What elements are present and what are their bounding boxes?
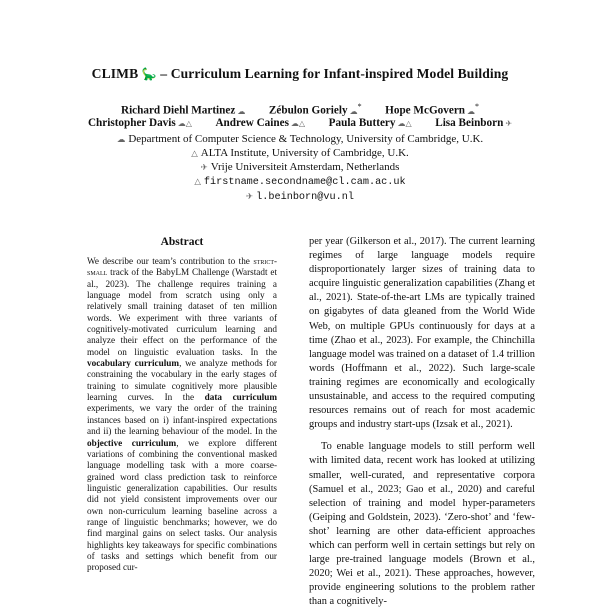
affiliation-1: ☁ Department of Computer Science & Technology, University of Cambridge, U.K.	[116, 133, 484, 145]
vu-mark-icon: ✈	[200, 162, 208, 172]
author-name: Zébulon Goriely	[268, 104, 348, 117]
paragraph: To enable language models to still perform well with limited data, recent work has looked at utilizing smaller, well-curated, and representative corpora (Samuel et al., 2023; Gao et al., 2020) and careful selection of training and model hyper-parameters (Geiping and Goldstein, 2023). ‘Zero-shot’ and ‘few-shot’ learning are other data-efficient approaches which can perform well in certain settings but rely on large pre-trained language models (Brown et al., 2020; Wei et al., 2021). These approaches, however, provide engineering solutions to the problem rather than a cognitively-	[309, 441, 535, 608]
paper-title	[0, 66, 600, 82]
alta-mark-icon: △	[191, 148, 198, 158]
cambridge-mark-icon: ☁	[467, 106, 476, 116]
affiliation-marks-icon: ☁△	[397, 119, 412, 128]
data-curriculum-term: data curriculum	[204, 392, 277, 403]
affiliation-3: ✈ Vrije Universiteit Amsterdam, Netherlands	[200, 161, 400, 173]
paragraph: per year (Gilkerson et al., 2017). The current learning regimes of large language models require disproportionately larger sizes of training data to acquire linguistic generalization capabilities (Zhang et al., 2021). State-of-the-art LMs are typically trained on gigabytes of data gleaned from the World Wide Web, on multiple GPUs continuously for days at a time (Zhao et al., 2023). For example, the Chinchilla language model was trained on a dataset of 1.4 trillion words (Hoffmann et al., 2022). Such large-scale training regimes are economically and ecologically unsustainable, and access to the required computing resources remains out of reach for most academic groups and industry start-ups (Izsak et al., 2021).	[309, 236, 535, 431]
title-name: CLIMB	[91, 66, 139, 81]
author-name: Paula Buttery	[328, 117, 396, 129]
affiliation-marks-icon: ☁△	[290, 119, 306, 128]
author-name: Christopher Davis	[87, 117, 176, 129]
cambridge-mark-icon: ☁	[349, 106, 358, 116]
cambridge-mark-icon: ☁	[237, 106, 246, 116]
vocabulary-curriculum-term: vocabulary curriculum	[87, 358, 180, 369]
objective-curriculum-term: objective curriculum	[87, 437, 177, 448]
alta-mark-icon: △	[194, 176, 201, 186]
affiliation-2: △ ALTA Institute, University of Cambridge, U.K.	[191, 147, 409, 159]
email-2: ✈ l.beinborn@vu.nl	[246, 191, 354, 203]
dinosaur-logo-icon: 🦕	[141, 67, 157, 81]
affiliation-marks-icon: ☁△	[177, 119, 192, 128]
abstract-heading: Abstract	[160, 236, 204, 248]
vu-mark-icon: ✈	[505, 119, 513, 128]
right-column	[309, 235, 535, 609]
abstract-body: We describe our team’s contribution to the strict-small track of the BabyLM Challenge (Warstadt et al., 2023). The challenge requires training a language model from scratch using only a relatively small training dataset of ten million words. We experiment with three variants of cognitively-motivated curriculum learning and analyze their effect on the performance of the model on linguistic evaluation tasks. In the vocabulary curriculum, we analyze methods for constraining the vocabulary in the early stages of training to simulate cognitively more plausible learning curves. In the data curriculum experiments, we vary the order of the training instances based on i) infant-inspired expectations and ii) the learning behaviour of the model. In the objective curriculum, we explore different variations of combining the conventional masked language modelling task with a more coarse-grained word class prediction task to reinforce linguistic generalization capabilities. Our results did not yield consistent improvements over our own non-curriculum learning baseline across a range of linguistic benchmarks; however, we do find marginal gains on select tasks. Our analysis highlights key takeaways for specific combinations of tasks and settings which benefit from our proposed cur-	[87, 256, 277, 573]
track-name: strict-small	[87, 256, 277, 278]
vu-mark-icon: ✈	[246, 191, 254, 201]
author-name: Andrew Caines	[215, 117, 289, 129]
equal-contribution-mark: *	[357, 102, 362, 111]
email-1: △ firstname.secondname@cl.cam.ac.uk	[194, 176, 406, 188]
cambridge-mark-icon: ☁	[116, 134, 126, 144]
title-rest: – Curriculum Learning for Infant-inspired Model Building	[156, 66, 509, 81]
author-name: Hope McGovern	[385, 104, 466, 117]
equal-contribution-mark: *	[475, 102, 480, 111]
author-line-2	[0, 116, 600, 131]
author-name: Lisa Beinborn	[435, 117, 504, 129]
author-name: Richard Diehl Martinez	[120, 104, 236, 117]
